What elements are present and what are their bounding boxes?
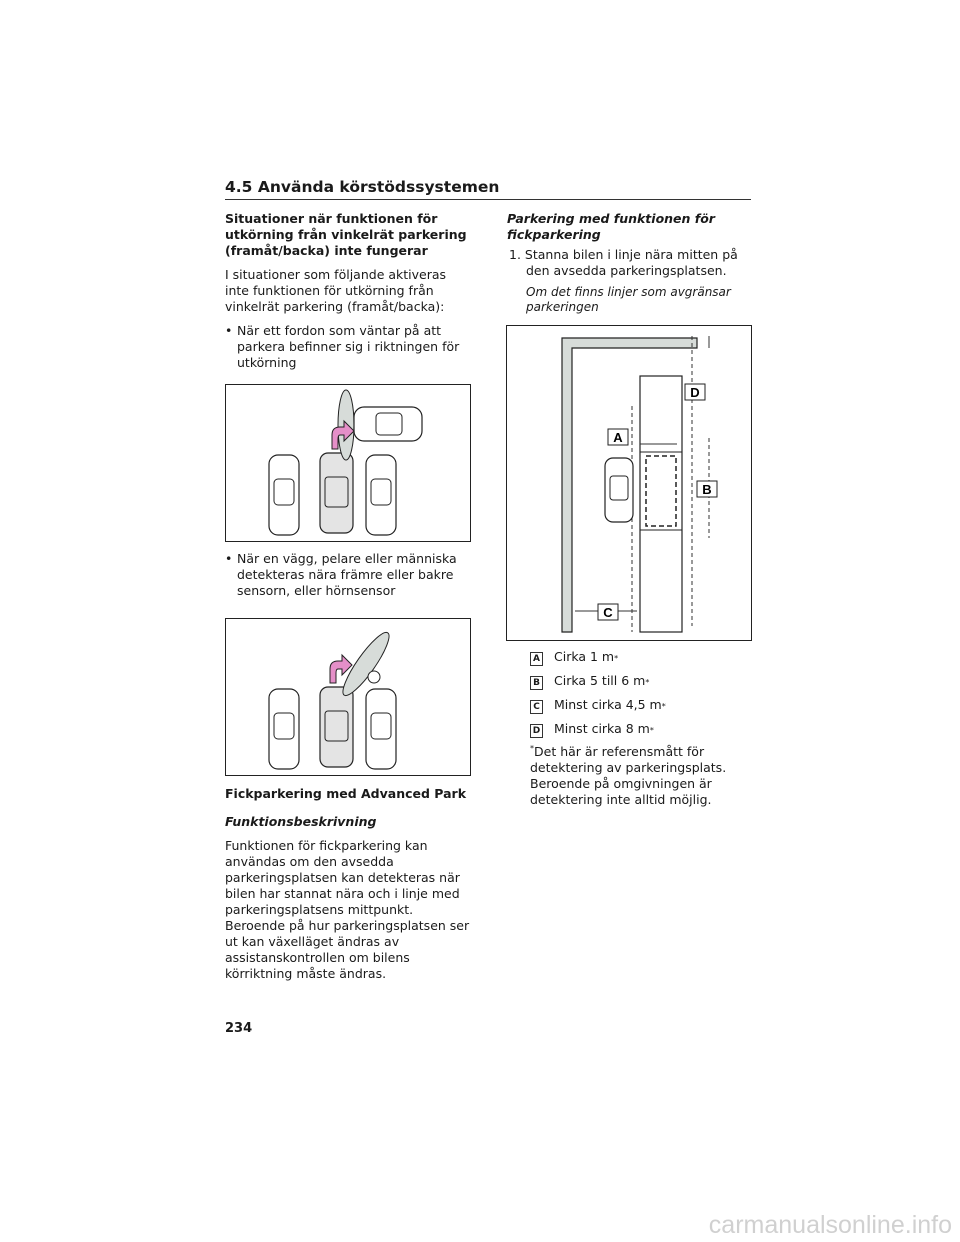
right-column (507, 211, 752, 315)
figure-obstacle-near-sensor (225, 618, 471, 776)
step-1-number: 1. (509, 247, 521, 262)
left-column (225, 211, 470, 371)
legend-row-c (530, 697, 752, 715)
function-description: Funktionen för fickparkering kan användas om den avsedda parkeringsplatsen kan detekteras när bilen har stannat nära och i linje med parkeringsplatsens mittpunkt. Beroende på hur parkeringsplatsen ser ut kan växelläget ändras av assistanskontrollen om bilens körriktning måste ändras. (225, 838, 470, 981)
legend-text-a: Cirka 1 m (554, 649, 615, 664)
legend-text-c: Minst cirka 4,5 m (554, 697, 662, 712)
bullet-item-1 (225, 323, 470, 371)
left-intro: I situationer som följande aktiveras inte funktionen för utkörning från vinkelrät parkering (framåt/backa): (225, 267, 447, 314)
parking-space-diagram (507, 326, 751, 640)
bullet-dot-icon: • (225, 551, 233, 566)
footnote (530, 741, 752, 808)
right-heading: Parkering med funktionen för fickparkering (507, 211, 715, 242)
subheading-function: Funktionsbeskrivning (225, 814, 377, 829)
label-b: B (702, 482, 712, 497)
legend-star-d: * (649, 726, 654, 735)
obstacle-illustration (226, 619, 470, 775)
legend-row-a (530, 649, 752, 667)
legend-text-b: Cirka 5 till 6 m (554, 673, 646, 688)
page-number: 234 (225, 1021, 253, 1036)
legend-star-c: * (661, 702, 666, 711)
vehicle-waiting-illustration (226, 385, 470, 541)
watermark: carmanualsonline.info (708, 1211, 952, 1239)
footnote-text: Det här är referensmått för detektering av parkeringsplats. Beroende på omgivningen är detektering inte alltid möjlig. (530, 744, 727, 808)
bullet-item-2 (225, 551, 470, 599)
step-1 (507, 247, 752, 279)
lines-note: Om det finns linjer som avgränsar parkeringen (526, 285, 731, 314)
legend-tag-c: C (530, 700, 543, 714)
left-heading: Situationer när funktionen för utkörning från vinkelrät parkering (framåt/backa) inte fungerar (225, 211, 467, 258)
section-title: 4.5 Använda körstödssystemen (225, 178, 500, 196)
waiting-vehicle (354, 407, 422, 441)
legend-tag-b: B (530, 676, 543, 690)
legend-tag-d: D (530, 724, 543, 738)
bullet-text-1: När ett fordon som väntar på att parkera befinner sig i riktningen för utkörning (237, 323, 460, 370)
step-1-text: Stanna bilen i linje nära mitten på den avsedda parkeringsplatsen. (524, 247, 738, 278)
section-divider (225, 199, 751, 200)
target-space (646, 456, 676, 526)
legend (530, 649, 752, 808)
figure-vehicle-waiting (225, 384, 471, 542)
ego-vehicle (605, 458, 633, 522)
label-c: C (603, 605, 613, 620)
legend-row-b (530, 673, 752, 691)
legend-star-a: * (614, 654, 619, 663)
legend-tag-a: A (530, 652, 543, 666)
legend-star-b: * (645, 678, 650, 687)
bullet-text-2: När en vägg, pelare eller människa detekteras nära främre eller bakre sensorn, eller hörnsensor (237, 551, 457, 598)
legend-row-d (530, 721, 752, 739)
left-column-3 (225, 786, 470, 982)
footnote-star: * (530, 744, 534, 753)
bullet-dot-icon: • (225, 323, 233, 338)
legend-text-d: Minst cirka 8 m (554, 721, 650, 736)
label-d: D (690, 385, 700, 400)
left-column-2 (225, 551, 470, 599)
person-icon (368, 671, 380, 683)
subheading-pocket-parking: Fickparkering med Advanced Park (225, 786, 467, 801)
label-a: A (613, 430, 623, 445)
figure-pocket-parking-space (506, 325, 752, 641)
